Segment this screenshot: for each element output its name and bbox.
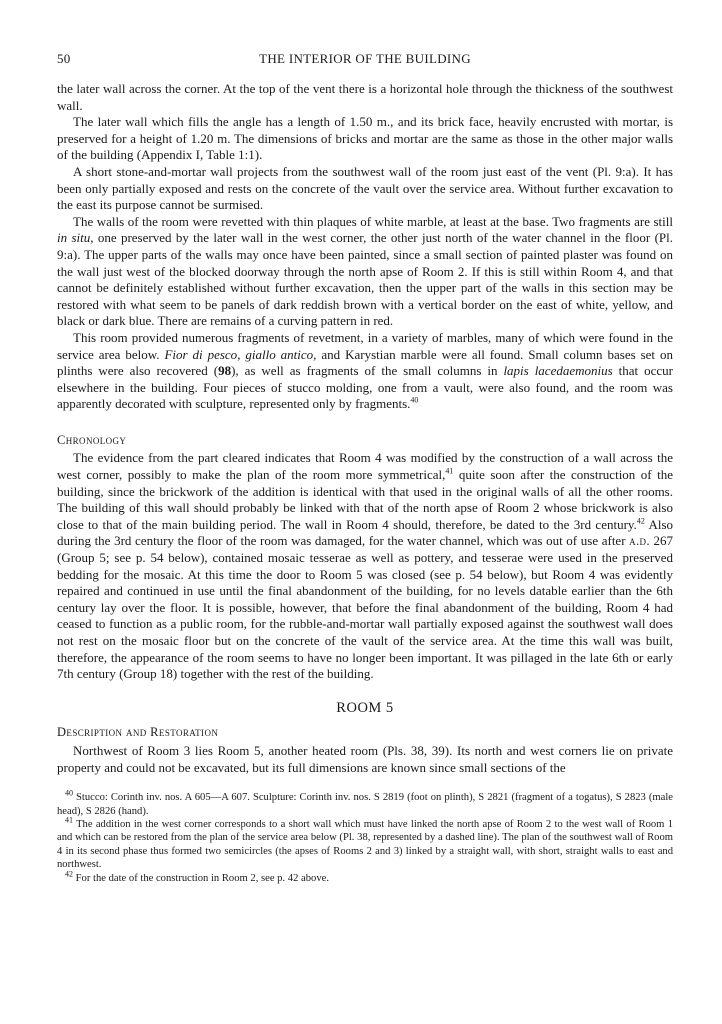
italic-term: lapis lacedaemonius	[503, 363, 613, 379]
paragraph: The evidence from the part cleared indicates that Room 4 was modified by the construction of a wall across the west corner, possibly to make the plan of the room more symmetrical,$^{41}$ quite soon after the construction of the building, since the brickwork of the addition is identical with that used in the original walls of all the other rooms. The building of this wall should probably be linked with that of the north apse of Room 2 whose brickwork is also close to that of the main building period. The wall in Room 4 should, therefore, be dated to the 3rd century.$^{42}$ Also during the 3rd century the floor of the room was damaged, for the water channel, which was out of use after a.d. 267 (Group 5; see p. 54 below), contained mosaic tesserae as well as pottery, and tesserae were used in the preserved bedding for the mosaic. At this time the door to Room 5 was closed (see p. 54 below), but Room 4 was evidently repaired and continued in use until the final abandonment of the building, for no levels datable earlier than the 6th century lay over the floor. It is possible, however, that before the final abandonment of the building, Room 4 had ceased to function as a public room, for the rubble-and-mortar wall partially exposed against the southwest wall does not rest on the mosaic floor but on the concrete of the vault of the service area. At the time this wall was built, therefore, the appearance of the room seems to have no longer been important. It was pillaged in the late 6th or early 7th century (Group 18) together with the rest of the building.	[57, 450, 674, 682]
paragraph: the later wall across the corner. At the top of the vent there is a horizontal hole through the thickness of the southwest wall.	[57, 81, 673, 113]
main-text	[57, 81, 673, 776]
italic-term: giallo antico	[245, 346, 314, 362]
page-number: 50	[57, 51, 71, 66]
footnote: $^{40}$ Stucco: Corinth inv. nos. A 605—A 607. Sculpture: Corinth inv. nos. S 2819 (foot on plinth), S 2821 (fragment of a togatus), S 2823 (male head), S 2826 (hand).	[57, 788, 673, 817]
footnote-ref[interactable]: 41	[445, 466, 454, 476]
footnotes	[57, 788, 673, 885]
footnote-number: 42	[65, 869, 73, 879]
paragraph: A short stone-and-mortar wall projects from the southwest wall of the room just east of the vent (Pl. 9:a). It has been only partially exposed and rests on the concrete of the vault over the service area. Without further excavation to the east its purpose cannot be surmised.	[57, 163, 673, 213]
footnote: $^{42}$ For the date of the construction in Room 2, see p. 42 above.	[65, 869, 329, 884]
running-title: THE INTERIOR OF THE BUILDING	[259, 51, 471, 66]
footnote-number: 41	[65, 815, 73, 825]
footnote-ref[interactable]: 42	[636, 516, 645, 526]
book-page	[57, 48, 673, 885]
section-heading-chronology: Chronology	[57, 432, 127, 447]
paragraph: The later wall which fills the angle has a length of 1.50 m., and its brick face, heavily encrusted with mortar, is preserved for a height of 1.20 m. The dimensions of bricks and mortar are the same as those in the other major walls of the building (Appendix I, Table 1:1).	[57, 114, 673, 163]
paragraph: Northwest of Room 3 lies Room 5, another heated room (Pls. 38, 39). Its north and west corners lie on private property and could not be excavated, but its full dimensions are known since small sections of the	[57, 742, 673, 775]
italic-term: in situ	[57, 230, 91, 246]
section-heading-description: Description and Restoration	[57, 725, 219, 740]
italic-term: Fior di pesco	[164, 346, 238, 362]
footnote-ref[interactable]: 40	[410, 395, 419, 405]
footnote-number: 40	[65, 788, 73, 798]
footnote: $^{41}$ The addition in the west corner corresponds to a short wall which must have linked the north apse of Room 2 to the west wall of Room 1 and which can be restored from the plan of the service area below (Pl. 38, represented by a dashed line). The plan of the southwest wall of Room 4 in its second phase thus formed two semicircles (the apses of Rooms 2 and 3) linked by a straight wall, with short, straight walls to east and northwest.	[57, 815, 673, 871]
catalogue-number: 98	[218, 363, 232, 379]
era-abbreviation: a.d.	[629, 533, 650, 549]
room-heading: ROOM 5	[336, 699, 394, 716]
paragraph: This room provided numerous fragments of revetment, in a variety of marbles, many of which were found in the service area below. Fior di pesco, giallo antico, and Karystian marble were all found. Small column bases set on plinths were also recovered (98), as well as fragments of the small columns in lapis lacedaemonius that occur elsewhere in the building. Four pieces of stucco molding, one from a vault, were also found, and the room was apparently decorated with sculpture, represented only by fragments.$^{40}$	[57, 329, 673, 412]
running-head	[57, 48, 673, 68]
paragraph: The walls of the room were revetted with thin plaques of white marble, at least at the base. Two fragments are still in situ, one preserved by the later wall in the west corner, the other just north of the water channel in the floor (Pl. 9:a). The upper parts of the walls may once have been painted, since a small section of painted plaster was found on the wall just west of the blocked doorway through the north apse of Room 2. If this is still within Room 4, and that cannot be definitely established without further excavation, then the upper part of the walls in this section may be restored with what seem to be panels of dark reddish brown with a vertical border on the east of white, yellow, and black or dark blue. There are remains of a curving pattern in red.	[57, 213, 673, 329]
